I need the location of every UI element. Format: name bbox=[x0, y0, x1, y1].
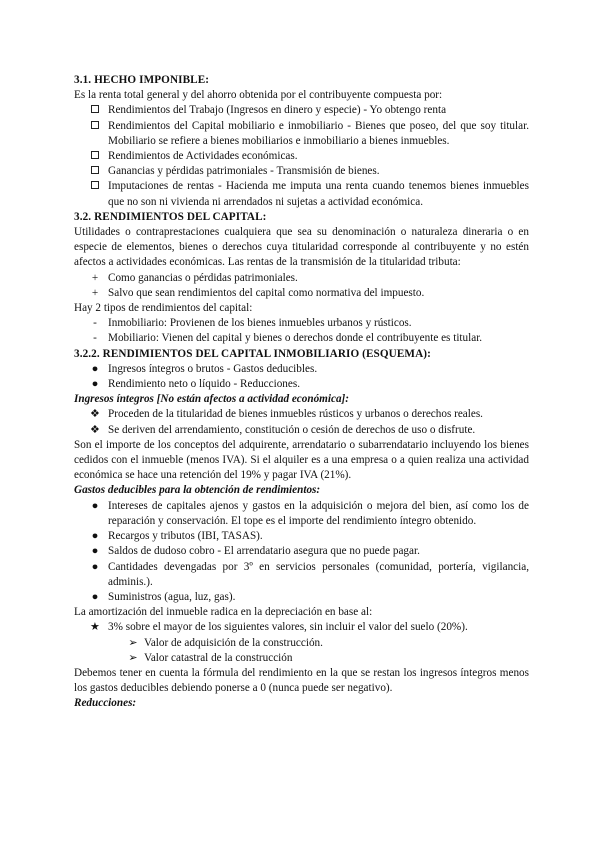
bullet-icon: ● bbox=[91, 362, 99, 375]
list-item bbox=[74, 103, 529, 118]
checkbox-icon bbox=[88, 179, 102, 194]
list-item bbox=[74, 620, 529, 635]
list-item-text: Rendimiento neto o líquido - Reducciones. bbox=[108, 378, 301, 391]
heading-capital-inmobiliario: 3.2.2. RENDIMIENTOS DEL CAPITAL INMOBILIARIO (ESQUEMA): bbox=[74, 347, 431, 360]
heading-reducciones: Reducciones: bbox=[74, 697, 137, 710]
arrow-icon: ➢ bbox=[128, 651, 138, 664]
document-body bbox=[74, 73, 529, 712]
list-item-text: Proceden de la titularidad de bienes inmuebles rústicos y urbanos o derechos reales. bbox=[108, 408, 483, 421]
list-item-text: Rendimientos del Capital mobiliario e inmobiliario - Bienes que poseo, del que soy titular. Mobiliario se refiere a bienes mobiliarios e inmobiliario a bienes inmuebles. bbox=[108, 119, 529, 147]
arrow-icon: ➢ bbox=[128, 636, 138, 649]
list-item bbox=[74, 590, 529, 605]
plus-icon: + bbox=[91, 286, 99, 299]
diamond-icon: ❖ bbox=[89, 423, 101, 436]
list-item bbox=[74, 377, 529, 392]
tipos-intro: Hay 2 tipos de rendimientos del capital: bbox=[74, 302, 253, 315]
list-item bbox=[74, 423, 529, 438]
list-item-text: Suministros (agua, luz, gas). bbox=[108, 590, 236, 603]
checkbox-icon bbox=[88, 149, 102, 164]
bullet-list bbox=[74, 362, 529, 392]
list-item-text: Intereses de capitales ajenos y gastos en la adquisición o mejora del bien, así como los de reparación y conservación. El tope es el importe del rendimiento íntegro obtenido. bbox=[108, 499, 529, 527]
checkbox-list bbox=[74, 103, 529, 209]
heading-rendimientos-capital: 3.2. RENDIMIENTOS DEL CAPITAL: bbox=[74, 210, 267, 223]
list-item-text: Mobiliario: Vienen del capital y bienes o derechos donde el contribuyente es titular. bbox=[108, 332, 483, 345]
list-item-text: Imputaciones de rentas - Hacienda me imputa una renta cuando tenemos bienes inmuebles que no son ni vivienda ni arrendados ni sujetas a actividad económica. bbox=[108, 180, 529, 208]
bullet-icon: ● bbox=[91, 545, 99, 558]
list-item bbox=[74, 179, 529, 209]
formula-paragraph: Debemos tener en cuenta la fórmula del rendimiento en la que se restan los ingresos íntegros menos los gastos deducibles debiendo ponerse a 0 (nunca puede ser negativo). bbox=[74, 666, 529, 695]
list-item-text: Ingresos íntegros o brutos - Gastos deducibles. bbox=[108, 362, 318, 375]
gastos-bullet-list bbox=[74, 499, 529, 605]
list-item bbox=[74, 651, 529, 666]
list-item bbox=[74, 286, 529, 301]
dash-icon: - bbox=[93, 332, 97, 345]
heading-gastos-deducibles: Gastos deducibles para la obtención de rendimientos: bbox=[74, 484, 321, 497]
heading-ingresos-integros: Ingresos íntegros [No están afectos a actividad económica]: bbox=[74, 393, 350, 406]
list-item-text: Inmobiliario: Provienen de los bienes inmuebles urbanos y rústicos. bbox=[108, 317, 412, 330]
heading-hecho-imponible: 3.1. HECHO IMPONIBLE: bbox=[74, 74, 210, 86]
list-item-text: Se deriven del arrendamiento, constitución o cesión de derechos de uso o disfrute. bbox=[108, 423, 476, 436]
list-item-text: Rendimientos de Actividades económicas. bbox=[108, 150, 298, 163]
diamond-list bbox=[74, 407, 529, 437]
hecho-imponible-intro: Es la renta total general y del ahorro obtenida por el contribuyente compuesta por: bbox=[74, 89, 443, 102]
list-item bbox=[74, 331, 529, 346]
bullet-icon: ● bbox=[91, 590, 99, 603]
bullet-icon: ● bbox=[91, 530, 99, 543]
bullet-icon: ● bbox=[91, 499, 99, 512]
checkbox-icon bbox=[88, 164, 102, 179]
dash-icon: - bbox=[93, 317, 97, 330]
bullet-icon: ● bbox=[91, 378, 99, 391]
list-item-text: Cantidades devengadas por 3º en servicios personales (comunidad, portería, vigilancia, adminis.). bbox=[108, 560, 529, 588]
list-item-text: Como ganancias o pérdidas patrimoniales. bbox=[108, 271, 298, 284]
list-item bbox=[74, 362, 529, 377]
rendimientos-capital-paragraph: Utilidades o contraprestaciones cualquiera que sea su denominación o naturaleza dineraria o en especie de elementos, bienes o derechos cuya titularidad corresponde al contribuyente y no estén afectos a actividades económicas. Las rentas de la transmisión de la titularidad tributa: bbox=[74, 226, 529, 269]
list-item bbox=[74, 636, 529, 651]
diamond-icon: ❖ bbox=[89, 408, 101, 421]
list-item-text: Recargos y tributos (IBI, TASAS). bbox=[108, 530, 263, 543]
plus-list bbox=[74, 271, 529, 301]
plus-icon: + bbox=[91, 271, 99, 284]
star-icon: ★ bbox=[89, 621, 101, 634]
list-item-text: Ganancias y pérdidas patrimoniales - Transmisión de bienes. bbox=[108, 165, 380, 178]
list-item-text: Valor catastral de la construcción bbox=[144, 651, 293, 664]
list-item bbox=[74, 499, 529, 529]
list-item bbox=[74, 149, 529, 164]
list-item bbox=[74, 316, 529, 331]
amortizacion-intro: La amortización del inmueble radica en la depreciación en base al: bbox=[74, 606, 373, 619]
list-item bbox=[74, 271, 529, 286]
arrow-list bbox=[74, 636, 529, 666]
list-item bbox=[74, 560, 529, 590]
ingresos-paragraph: Son el importe de los conceptos del adquirente, arrendatario o subarrendatario incluyendo los bienes cedidos con el inmueble (menos IVA). Si el alquiler es a una empresa o a quien realiza una actividad económica se hace una retención del 19% y pagar IVA (21%). bbox=[74, 438, 529, 482]
bullet-icon: ● bbox=[91, 560, 99, 573]
list-item-text: Valor de adquisición de la construcción. bbox=[144, 636, 323, 649]
list-item bbox=[74, 529, 529, 544]
checkbox-icon bbox=[88, 103, 102, 118]
list-item bbox=[74, 544, 529, 559]
checkbox-icon bbox=[88, 119, 102, 134]
dash-list bbox=[74, 316, 529, 346]
list-item bbox=[74, 164, 529, 179]
list-item-text: Saldos de dudoso cobro - El arrendatario asegura que no puede pagar. bbox=[108, 545, 420, 558]
list-item bbox=[74, 119, 529, 149]
list-item-text: Rendimientos del Trabajo (Ingresos en dinero y especie) - Yo obtengo renta bbox=[108, 104, 447, 117]
list-item-text: 3% sobre el mayor de los siguientes valores, sin incluir el valor del suelo (20%). bbox=[108, 621, 468, 634]
list-item-text: Salvo que sean rendimientos del capital como normativa del impuesto. bbox=[108, 286, 425, 299]
list-item bbox=[74, 407, 529, 422]
